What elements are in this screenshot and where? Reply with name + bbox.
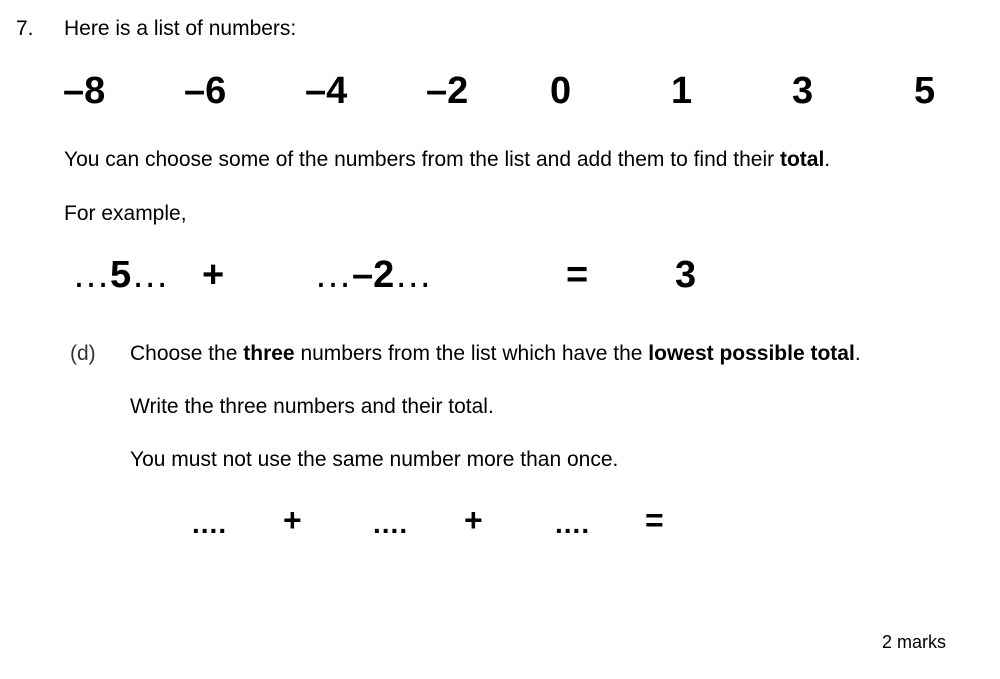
list-number: 1 xyxy=(671,70,693,112)
answer-equals: = xyxy=(645,502,664,538)
answer-blank-2[interactable]: .... xyxy=(373,508,409,539)
example-result: 3 xyxy=(675,254,697,296)
marks-label: 2 marks xyxy=(882,632,947,652)
example-equals: = xyxy=(566,254,589,296)
example-first-lead-dots: … xyxy=(72,254,110,296)
part-d-line2: Write the three numbers and their total. xyxy=(130,395,494,418)
part-d-line1-bold2: lowest possible total xyxy=(648,342,855,365)
example-second-value: –2 xyxy=(352,254,395,296)
example-first xyxy=(72,254,169,297)
instruction-bold: total xyxy=(779,148,825,171)
part-d-line1 xyxy=(130,342,861,366)
part-d-line1-pre: Choose the xyxy=(130,342,244,365)
example-first-dots: … xyxy=(131,254,170,296)
question-intro: Here is a list of numbers: xyxy=(64,17,297,40)
example-first-value: 5 xyxy=(110,254,132,296)
example-second-lead-dots: … xyxy=(314,254,352,296)
list-number: –2 xyxy=(426,70,469,112)
list-number: 3 xyxy=(792,70,814,112)
list-number: –4 xyxy=(305,70,348,112)
instruction-pre: You can choose some of the numbers from the list and add them to find their xyxy=(64,148,780,171)
list-number: –6 xyxy=(184,70,227,112)
part-d-label: (d) xyxy=(70,342,96,365)
part-d-line1-mid: numbers from the list which have the xyxy=(294,342,649,365)
example-second-dots: … xyxy=(394,254,433,296)
list-number: –8 xyxy=(63,70,106,112)
question-number: 7. xyxy=(16,17,34,40)
example-second xyxy=(314,254,432,297)
part-d-line1-bold1: three xyxy=(243,342,295,365)
part-d-line3: You must not use the same number more than once. xyxy=(130,448,619,471)
instruction-post: . xyxy=(824,148,831,171)
example-plus: + xyxy=(202,254,225,296)
answer-blank-1[interactable]: .... xyxy=(192,508,228,539)
answer-plus-2: + xyxy=(464,502,483,538)
list-number: 5 xyxy=(914,70,936,112)
list-number: 0 xyxy=(550,70,572,112)
part-d-line1-post: . xyxy=(854,342,861,365)
instruction-text xyxy=(64,148,830,172)
answer-plus-1: + xyxy=(283,502,302,538)
example-label: For example, xyxy=(64,202,187,225)
answer-blank-3[interactable]: .... xyxy=(555,508,591,539)
